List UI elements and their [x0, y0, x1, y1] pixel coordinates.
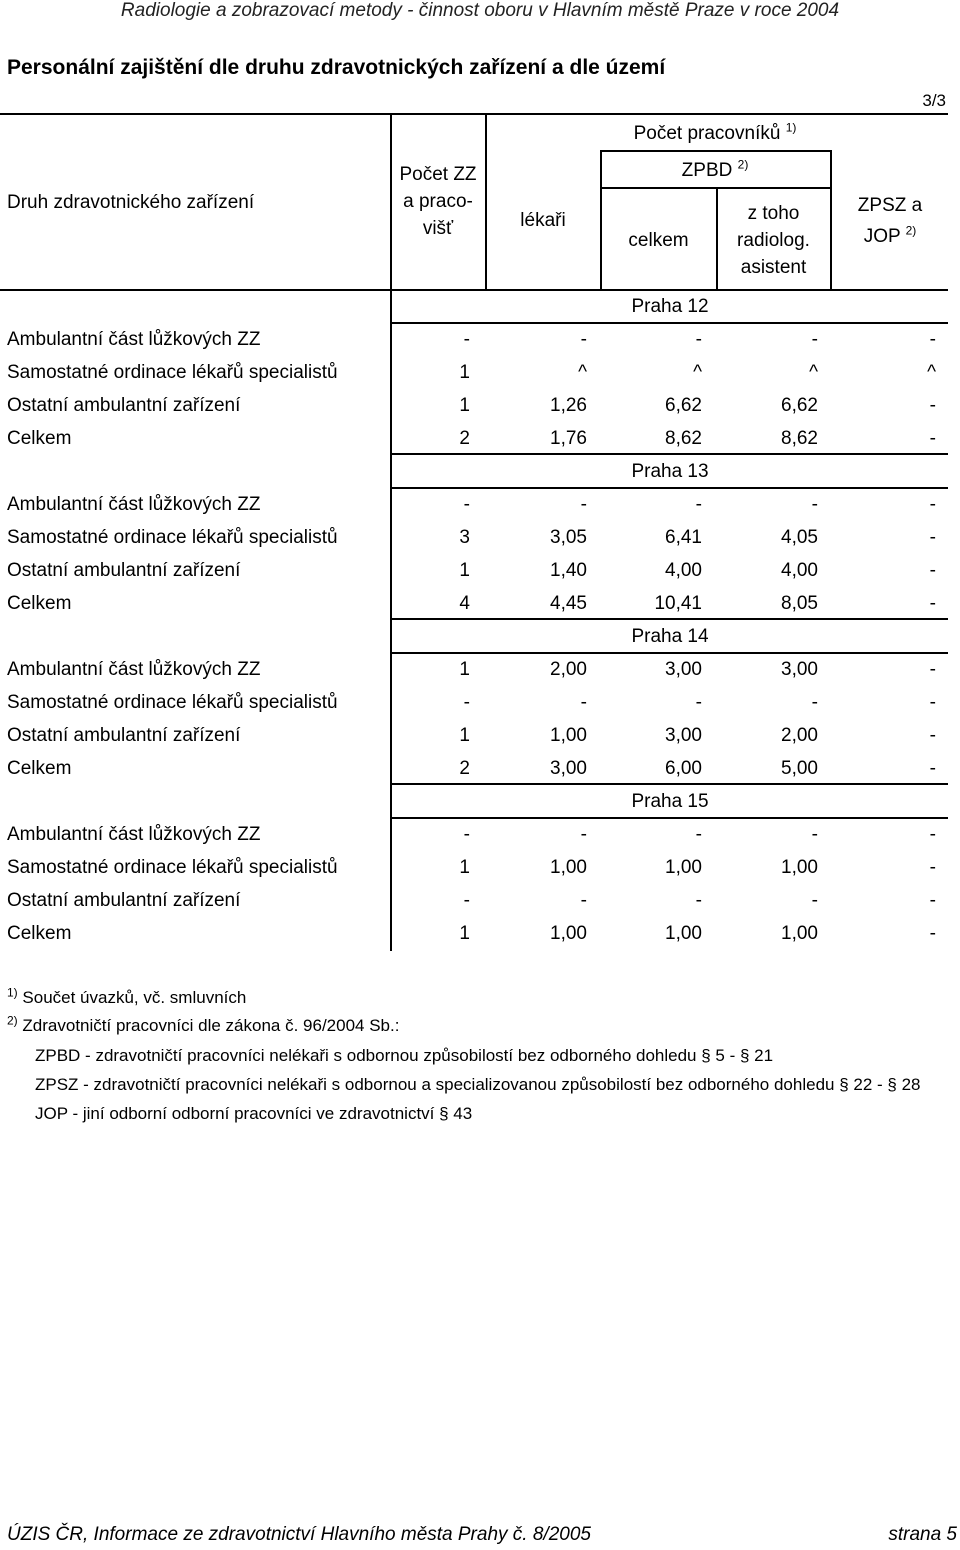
section-label: Praha 14 — [631, 626, 709, 647]
table-cell: 1 — [459, 362, 470, 383]
page-part-indicator: 3/3 — [922, 91, 946, 110]
table-cell: - — [929, 659, 936, 680]
table-cell: 2,00 — [781, 725, 818, 746]
note-zpbd: ZPBD - zdravotničtí pracovníci nelékaři s odbornou způsobilostí bez odborného dohledu § 5 - § 21 — [35, 1046, 774, 1065]
header-count-line1: Počet ZZ — [399, 164, 477, 185]
table-header-bottom-rule — [0, 289, 948, 291]
row-label: Ostatní ambulantní zařízení — [7, 890, 241, 911]
table-cell: - — [929, 923, 936, 944]
header-facility-type: Druh zdravotnického zařízení — [7, 192, 255, 213]
table-cell: 2 — [459, 428, 470, 449]
table-cell: - — [929, 692, 936, 713]
table-cell: 1 — [459, 857, 470, 878]
table-cell: - — [929, 593, 936, 614]
table-cell: ^ — [927, 362, 936, 383]
table-cell: - — [463, 692, 470, 713]
table-cell: 2,00 — [550, 659, 587, 680]
header-ofwhich-line3: asistent — [740, 257, 807, 278]
table-cell: 2 — [459, 758, 470, 779]
table-cell: 6,00 — [665, 758, 702, 779]
header-count-line2: a praco- — [403, 191, 473, 212]
table-cell: - — [695, 329, 702, 350]
table-cell: - — [580, 890, 587, 911]
table-cell: 1,00 — [781, 857, 818, 878]
table-cell: 5,00 — [781, 758, 818, 779]
row-label: Celkem — [7, 593, 72, 614]
table-cell: 1,00 — [550, 725, 587, 746]
table-cell: - — [929, 395, 936, 416]
row-label: Celkem — [7, 923, 72, 944]
row-label: Ambulantní část lůžkových ZZ — [7, 494, 261, 515]
row-label: Samostatné ordinace lékařů specialistů — [7, 362, 338, 383]
table-cell: - — [929, 329, 936, 350]
row-label: Ambulantní část lůžkových ZZ — [7, 329, 261, 350]
table-cell: ^ — [693, 362, 702, 383]
table-cell: - — [929, 527, 936, 548]
row-label: Ambulantní část lůžkových ZZ — [7, 824, 261, 845]
running-header: Radiologie a zobrazovací metody - činnost oboru v Hlavním městě Praze v roce 2004 — [120, 0, 840, 21]
table-cell: - — [929, 857, 936, 878]
table-cell: 6,62 — [665, 395, 702, 416]
table-cell: - — [463, 890, 470, 911]
table-cell: 10,41 — [654, 593, 702, 614]
row-label: Celkem — [7, 428, 72, 449]
table-cell: - — [580, 692, 587, 713]
table-cell: - — [463, 824, 470, 845]
section-bottom-rule — [390, 652, 948, 654]
row-label: Ostatní ambulantní zařízení — [7, 560, 241, 581]
footer-publication: ÚZIS ČR, Informace ze zdravotnictví Hlavního města Prahy č. 8/2005 — [7, 1524, 591, 1545]
section-label: Praha 12 — [631, 296, 709, 317]
row-label: Samostatné ordinace lékařů specialistů — [7, 527, 338, 548]
header-zpsz-line2: JOP $^{2)}$ — [863, 223, 917, 247]
table-cell: 6,62 — [781, 395, 818, 416]
section-bottom-rule — [390, 817, 948, 819]
note-1: $^{1)}$ Součet úvazků, vč. smluvních — [7, 985, 247, 1007]
table-cell: 3,00 — [781, 659, 818, 680]
table-cell: - — [695, 890, 702, 911]
table-cell: - — [929, 758, 936, 779]
table-cell: 4,45 — [550, 593, 587, 614]
table-cell: 1 — [459, 725, 470, 746]
zpbd-rule — [600, 187, 830, 189]
table-top-rule — [0, 113, 948, 115]
table-cell: 8,05 — [781, 593, 818, 614]
section-rule-praha-12 — [390, 322, 948, 324]
note-jop: JOP - jiní odborní odborní pracovníci ve zdravotnictví § 43 — [35, 1104, 473, 1123]
footer-page-number: strana 5 — [888, 1524, 957, 1545]
table-cell: - — [580, 329, 587, 350]
row-label: Samostatné ordinace lékařů specialistů — [7, 692, 338, 713]
table-cell: 8,62 — [781, 428, 818, 449]
section-top-rule — [390, 618, 948, 620]
table-cell: 4 — [459, 593, 470, 614]
table-cell: 1,00 — [781, 923, 818, 944]
header-ofwhich-line1: z toho — [747, 203, 800, 224]
table-cell: - — [463, 329, 470, 350]
table-cell: 1 — [459, 560, 470, 581]
table-cell: 1 — [459, 923, 470, 944]
table-cell: 3,00 — [665, 659, 702, 680]
table-cell: - — [811, 494, 818, 515]
table-cell: 4,05 — [781, 527, 818, 548]
header-workers: Počet pracovníků $^{1)}$ — [633, 120, 797, 144]
table-cell: - — [580, 494, 587, 515]
note-2: $^{2)}$ Zdravotničtí pracovníci dle zákona č. 96/2004 Sb.: — [7, 1013, 400, 1035]
table-cell: 3,00 — [550, 758, 587, 779]
table-cell: 8,62 — [665, 428, 702, 449]
table-cell: 1,26 — [550, 395, 587, 416]
section-label: Praha 13 — [631, 461, 709, 482]
table-cell: 1,00 — [665, 857, 702, 878]
table-cell: ^ — [809, 362, 818, 383]
column-divider-doctors — [485, 113, 487, 289]
page-title: Personální zajištění dle druhu zdravotnických zařízení a dle území — [7, 56, 666, 79]
section-bottom-rule — [390, 487, 948, 489]
table-cell: - — [695, 824, 702, 845]
row-label: Ambulantní část lůžkových ZZ — [7, 659, 261, 680]
table-cell: 1 — [459, 395, 470, 416]
table-cell: 4,00 — [781, 560, 818, 581]
table-cell: 1,00 — [550, 857, 587, 878]
section-top-rule — [390, 783, 948, 785]
section-label: Praha 15 — [631, 791, 709, 812]
table-cell: - — [463, 494, 470, 515]
table-cell: 1 — [459, 659, 470, 680]
table-cell: - — [929, 824, 936, 845]
table-cell: 3,05 — [550, 527, 587, 548]
row-label: Ostatní ambulantní zařízení — [7, 395, 241, 416]
row-label: Celkem — [7, 758, 72, 779]
table-cell: 1,00 — [550, 923, 587, 944]
table-cell: 3 — [459, 527, 470, 548]
table-cell: - — [811, 824, 818, 845]
header-total: celkem — [628, 230, 689, 251]
row-label: Ostatní ambulantní zařízení — [7, 725, 241, 746]
table-cell: - — [811, 890, 818, 911]
column-divider-zpsz — [830, 150, 832, 289]
table-cell: - — [929, 725, 936, 746]
header-doctors: lékaři — [520, 210, 566, 231]
table-cell: - — [695, 494, 702, 515]
table-cell: 1,76 — [550, 428, 587, 449]
table-cell: - — [929, 428, 936, 449]
table-cell: 1,40 — [550, 560, 587, 581]
table-cell: - — [929, 890, 936, 911]
table-cell: - — [929, 494, 936, 515]
row-label: Samostatné ordinace lékařů specialistů — [7, 857, 338, 878]
table-cell: 4,00 — [665, 560, 702, 581]
note-zpsz: ZPSZ - zdravotničtí pracovníci nelékaři s odbornou a specializovanou způsobilostí bez odborného dohledu § 22 - § 28 — [35, 1075, 921, 1094]
header-count-line3: višť — [422, 218, 454, 239]
table-cell: - — [811, 692, 818, 713]
table-cell: 6,41 — [665, 527, 702, 548]
table-cell: - — [580, 824, 587, 845]
table-cell: ^ — [578, 362, 587, 383]
table-cell: 1,00 — [665, 923, 702, 944]
header-ofwhich-line2: radiolog. — [737, 230, 810, 251]
table-cell: - — [811, 329, 818, 350]
header-zpbd: ZPBD $^{2)}$ — [681, 157, 749, 181]
table-cell: - — [929, 560, 936, 581]
header-zpsz-line1: ZPSZ a — [857, 195, 923, 216]
table-cell: - — [695, 692, 702, 713]
table-cell: 3,00 — [665, 725, 702, 746]
section-top-rule — [390, 453, 948, 455]
workers-rule — [600, 150, 830, 152]
